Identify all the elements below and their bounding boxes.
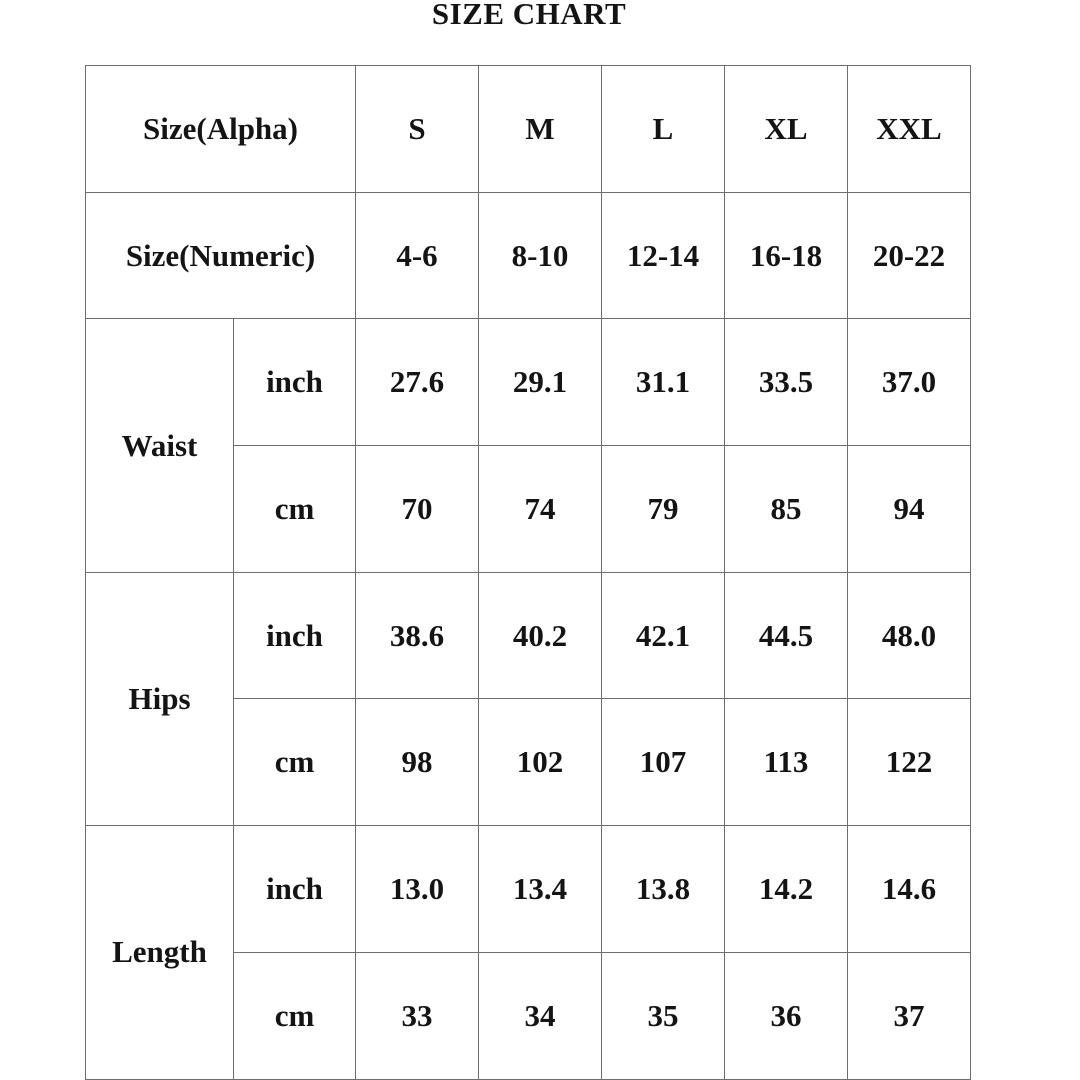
value-cell: 48.0 <box>848 572 971 699</box>
size-alpha-label: Size(Alpha) <box>86 66 356 193</box>
unit-label: cm <box>234 952 356 1079</box>
value-cell: 98 <box>356 699 479 826</box>
value-cell: 37 <box>848 952 971 1079</box>
waist-label: Waist <box>86 319 234 572</box>
value-cell: 13.8 <box>602 826 725 953</box>
value-cell: 122 <box>848 699 971 826</box>
value-cell: 33.5 <box>725 319 848 446</box>
size-numeric-label: Size(Numeric) <box>86 192 356 319</box>
size-numeric-cell: 4-6 <box>356 192 479 319</box>
size-numeric-cell: 20-22 <box>848 192 971 319</box>
size-chart-table <box>85 65 971 1080</box>
value-cell: 74 <box>479 446 602 573</box>
value-cell: 102 <box>479 699 602 826</box>
value-cell: 107 <box>602 699 725 826</box>
value-cell: 27.6 <box>356 319 479 446</box>
value-cell: 37.0 <box>848 319 971 446</box>
value-cell: 34 <box>479 952 602 1079</box>
size-alpha-cell: L <box>602 66 725 193</box>
value-cell: 113 <box>725 699 848 826</box>
unit-label: inch <box>234 826 356 953</box>
value-cell: 44.5 <box>725 572 848 699</box>
value-cell: 35 <box>602 952 725 1079</box>
unit-label: inch <box>234 572 356 699</box>
table-row-length-inch <box>86 826 971 953</box>
value-cell: 94 <box>848 446 971 573</box>
unit-label: inch <box>234 319 356 446</box>
value-cell: 14.6 <box>848 826 971 953</box>
value-cell: 38.6 <box>356 572 479 699</box>
value-cell: 40.2 <box>479 572 602 699</box>
size-alpha-cell: M <box>479 66 602 193</box>
size-alpha-cell: XXL <box>848 66 971 193</box>
hips-label: Hips <box>86 572 234 825</box>
size-numeric-cell: 12-14 <box>602 192 725 319</box>
length-label: Length <box>86 826 234 1079</box>
value-cell: 31.1 <box>602 319 725 446</box>
value-cell: 33 <box>356 952 479 1079</box>
size-alpha-cell: S <box>356 66 479 193</box>
value-cell: 36 <box>725 952 848 1079</box>
value-cell: 14.2 <box>725 826 848 953</box>
unit-label: cm <box>234 446 356 573</box>
unit-label: cm <box>234 699 356 826</box>
value-cell: 70 <box>356 446 479 573</box>
table-row-hips-inch <box>86 572 971 699</box>
size-numeric-cell: 16-18 <box>725 192 848 319</box>
value-cell: 13.0 <box>356 826 479 953</box>
table-row-size-alpha <box>86 66 971 193</box>
table-row-waist-inch <box>86 319 971 446</box>
size-alpha-cell: XL <box>725 66 848 193</box>
value-cell: 85 <box>725 446 848 573</box>
value-cell: 42.1 <box>602 572 725 699</box>
value-cell: 79 <box>602 446 725 573</box>
size-numeric-cell: 8-10 <box>479 192 602 319</box>
value-cell: 29.1 <box>479 319 602 446</box>
value-cell: 13.4 <box>479 826 602 953</box>
table-row-size-numeric <box>86 192 971 319</box>
page-title: SIZE CHART <box>431 0 627 31</box>
